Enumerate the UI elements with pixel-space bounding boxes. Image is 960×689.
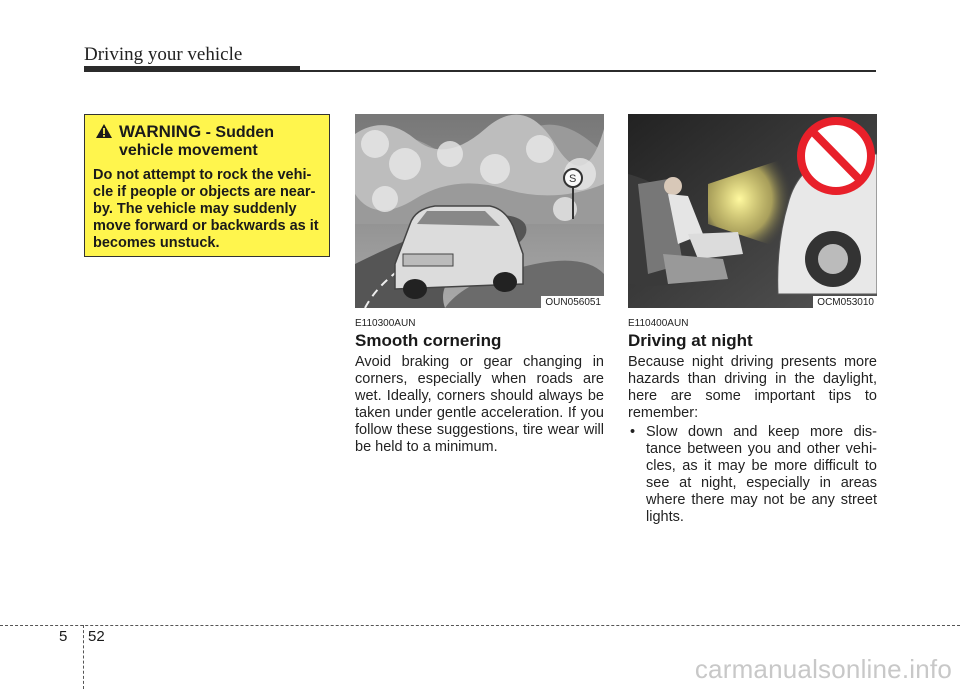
warning-label: WARNING — [119, 122, 202, 141]
warning-triangle-icon — [95, 123, 113, 139]
warning-body: Do not attempt to rock the vehi-cle if people or objects are near-by. The vehicle may suddenly move forward or backwards as it becomes unstuck. — [93, 167, 319, 251]
section-body: Because night driving presents more hazards than driving in the daylight, here are some important tips to remember: — [628, 354, 877, 421]
chapter-number: 5 — [59, 628, 68, 645]
section-code: E110400AUN — [628, 318, 689, 329]
warning-box — [84, 114, 330, 257]
header-rule-thick — [84, 66, 300, 72]
footer-divider — [0, 625, 960, 626]
section-code: E110300AUN — [355, 318, 416, 329]
svg-text:S: S — [569, 173, 577, 185]
page-title: Driving your vehicle — [84, 44, 243, 65]
image-code: OCM053010 — [813, 296, 877, 308]
header-rule-thin — [300, 70, 876, 72]
image-code: OUN056051 — [541, 296, 604, 308]
car-cornering-illustration — [355, 114, 604, 308]
section-body: Avoid braking or gear changing in corners, especially when roads are wet. Ideally, corners should always be taken under gentle acceleration. If you follow these suggestions, tire wear will be held to a minimum. — [355, 354, 604, 455]
footer-vertical-divider — [83, 625, 84, 689]
section-heading: Driving at night — [628, 331, 753, 350]
watermark: carmanualsonline.info — [694, 654, 952, 684]
warning-subtitle-1: - Sudden — [201, 124, 275, 141]
night-driving-illustration — [628, 114, 877, 308]
section-heading: Smooth cornering — [355, 331, 502, 350]
warning-title — [119, 123, 324, 160]
bullet-mark: • — [630, 424, 636, 440]
warning-subtitle-2: vehicle movement — [119, 142, 258, 159]
bullet-text: Slow down and keep more dis-tance between you and other vehi-cles, as it may be more difficult to see at night, especially in areas where there may not be any street lights. — [646, 424, 877, 525]
page-number: 52 — [88, 628, 105, 645]
